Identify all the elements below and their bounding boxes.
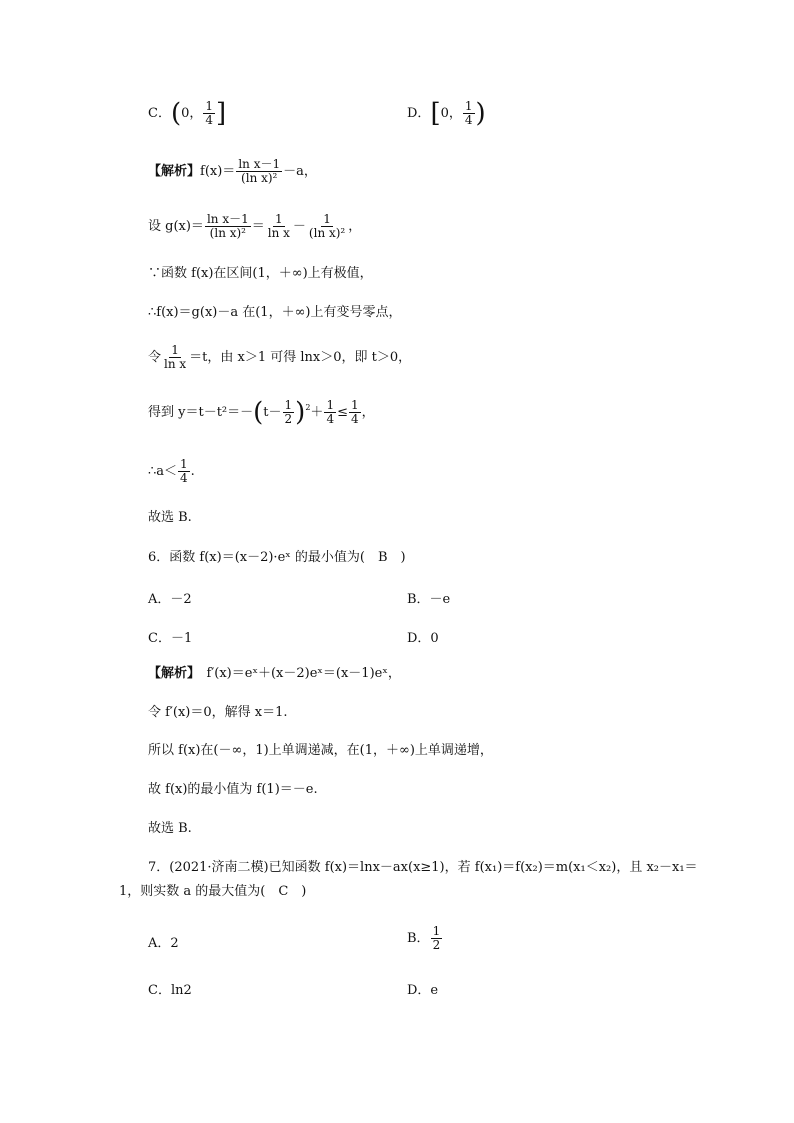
solution-line-8: 故选 B.: [148, 510, 192, 525]
option-d-fraction: [463, 100, 475, 127]
fraction-denominator: 4: [180, 471, 188, 485]
fraction-denominator: (ln x)²: [308, 226, 346, 240]
fraction-numerator: 1: [275, 212, 283, 226]
solution-l2-fraction-1: [205, 213, 251, 240]
solution-l6-fraction-2: [324, 399, 336, 426]
q6-solution-heading: 【解析】: [148, 666, 194, 681]
q6-solution-line-3: 所以 f(x)在(－∞，1)上单调递减，在(1，＋∞)上单调递增，: [148, 743, 493, 758]
q6-solution-l1-text: f′(x)＝eˣ＋(x－2)eˣ＝(x－1)eˣ，: [193, 666, 401, 681]
q7-option-d: D．e: [407, 983, 439, 998]
solution-l1-fraction: [236, 158, 282, 185]
q6-option-a: A．－2: [148, 592, 192, 607]
option-c-denominator: 4: [205, 113, 214, 127]
solution-l7-tail: .: [190, 464, 195, 479]
solution-l7-pre: ∴a＜: [148, 464, 178, 479]
q6-solution-line-5: 故选 B.: [148, 821, 192, 836]
solution-l6-pre: 得到 y＝t－t²＝－: [148, 405, 254, 420]
q6-option-b: B．－e: [407, 592, 451, 607]
solution-l5-fraction: [162, 344, 188, 371]
fraction-numerator: 1: [350, 398, 359, 412]
solution-l1-rhs: －a，: [283, 164, 317, 179]
q7-option-b: [407, 925, 443, 952]
solution-l2-tail: ，: [348, 219, 362, 234]
option-c-zero: 0，: [181, 106, 203, 121]
q6-solution-line-1: [148, 666, 401, 682]
q7-option-b-label: B．: [407, 931, 430, 946]
solution-l7-fraction: [178, 458, 190, 485]
option-c-label: C．: [148, 106, 171, 121]
solution-line-5: [148, 344, 411, 371]
fraction-numerator: 1: [432, 924, 441, 938]
fraction-numerator: 1: [284, 398, 293, 412]
solution-l6-plus: ＋: [310, 405, 324, 420]
solution-line-1: [148, 158, 317, 185]
solution-line-2: [148, 213, 361, 240]
fraction-denominator: 4: [350, 412, 359, 426]
solution-l2-minus: －: [292, 219, 306, 234]
option-d-open-bracket: [: [430, 98, 441, 129]
solution-l5-pre: 令: [148, 350, 162, 365]
solution-l6-tail: ，: [361, 405, 375, 420]
solution-line-3: ∵函数 f(x)在区间(1，＋∞)上有极值，: [148, 266, 373, 281]
fraction-denominator: ln x: [267, 226, 290, 240]
fraction-denominator: 4: [326, 412, 335, 426]
q6-option-c: C．－1: [148, 631, 193, 646]
solution-heading: 【解析】: [148, 164, 201, 179]
solution-l2-equals: ＝: [251, 219, 265, 234]
option-c-open-bracket: (: [170, 98, 182, 129]
solution-l6-square: 2: [305, 403, 311, 412]
option-d-denominator: 4: [464, 113, 473, 127]
option-c-numerator: 1: [205, 99, 214, 113]
solution-l6-fraction-3: [349, 399, 361, 426]
solution-l2-fraction-2: [266, 213, 292, 240]
option-c-fraction: [203, 100, 215, 127]
fraction-denominator: ln x: [164, 357, 187, 371]
q6-option-d: D．0: [407, 631, 439, 646]
fraction-numerator: 1: [180, 457, 188, 471]
solution-line-6: [148, 399, 375, 426]
fraction-denominator: 2: [284, 412, 293, 426]
solution-line-4: ∴f(x)＝g(x)－a 在(1，＋∞)上有变号零点，: [148, 305, 402, 320]
q7-option-c: C．ln2: [148, 983, 192, 998]
fraction-denominator: (ln x)²: [209, 226, 246, 240]
fraction-numerator: ln x－1: [206, 212, 249, 226]
fraction-numerator: 1: [323, 212, 331, 226]
q7-option-b-fraction: [431, 925, 443, 952]
solution-l1-lhs: f(x)＝: [200, 164, 236, 179]
solution-line-7: [148, 458, 195, 485]
question-7-stem-line-1: 7．(2021·济南二模)已知函数 f(x)＝lnx－ax(x≥1)，若 f(x₁)＝f(x₂)＝m(x₁＜x₂)，且 x₂－x₁＝: [148, 860, 698, 875]
option-d: [407, 100, 486, 127]
fraction-numerator: ln x－1: [238, 157, 281, 171]
option-d-label: D．: [407, 106, 431, 121]
solution-l2-lhs: 设 g(x)＝: [148, 219, 204, 234]
fraction-numerator: 1: [171, 343, 179, 357]
option-c: [148, 100, 226, 127]
q7-option-a: A．2: [148, 936, 179, 951]
fraction-numerator: 1: [326, 398, 335, 412]
option-d-zero: 0，: [440, 106, 462, 121]
solution-l5-post: ＝t，由 x＞1 可得 lnx＞0，即 t＞0，: [189, 350, 412, 365]
fraction-denominator: (ln x)²: [241, 171, 278, 185]
option-d-close-bracket: ): [475, 98, 486, 129]
q6-solution-line-4: 故 f(x)的最小值为 f(1)＝－e.: [148, 782, 318, 797]
solution-l6-t: t－: [263, 405, 282, 420]
option-d-numerator: 1: [464, 99, 473, 113]
solution-l6-close-paren: ): [295, 397, 306, 428]
fraction-denominator: 2: [432, 938, 441, 952]
question-7-stem-line-2: 1，则实数 a 的最大值为( C ): [119, 884, 307, 899]
solution-l6-open-paren: (: [253, 397, 264, 428]
solution-l6-fraction-1: [283, 399, 295, 426]
solution-l6-le: ≤: [337, 405, 348, 420]
question-6-stem: 6．函数 f(x)＝(x－2)·eˣ 的最小值为( B ): [148, 550, 406, 565]
option-c-close-bracket: ]: [216, 98, 227, 129]
q6-solution-line-2: 令 f′(x)＝0，解得 x＝1.: [148, 705, 288, 720]
solution-l2-fraction-3: [307, 213, 347, 240]
